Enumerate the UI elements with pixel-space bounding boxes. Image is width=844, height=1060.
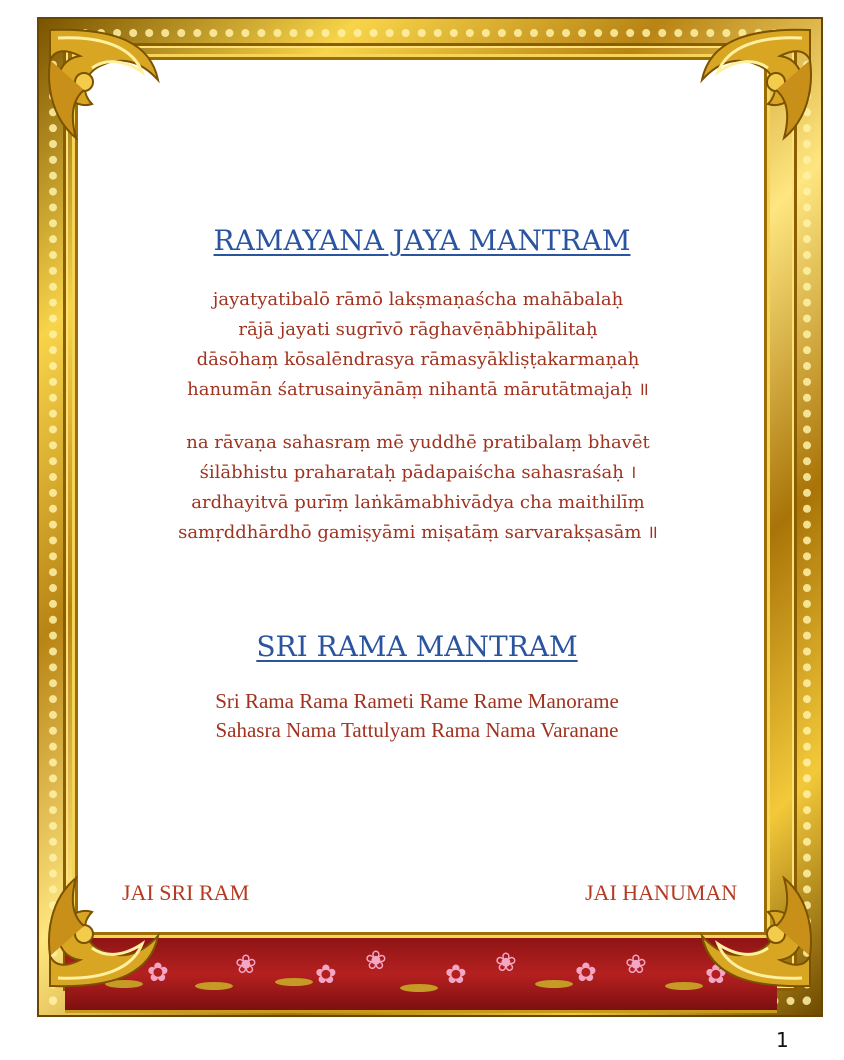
mantra-line: Sahasra Nama Tattulyam Rama Nama Varanane [215,718,619,742]
verse-line: dāsōhaṃ kōsalēndrasya rāmasyākliṣṭakarmaṇaḥ [196,349,640,370]
verse-line: rājā jayati sugrīvō rāghavēṇābhipālitaḥ [238,319,598,340]
jai-sri-ram-label: JAI SRI RAM [122,880,250,905]
lotus-flower-icon: ✿ [445,960,467,990]
verse-line: na rāvaṇa sahasraṃ mē yuddhē pratibalaṃ bhavēt [186,432,650,453]
floral-band [65,935,777,1013]
stanza-1 [0,285,840,405]
lotus-flower-icon: ✿ [315,960,337,990]
verse-line: hanumān śatrusainyānāṃ nihantā mārutātmajaḥ ॥ [187,379,649,400]
lotus-flower-icon: ✿ [575,958,597,988]
lotus-flower-icon: ❀ [625,950,647,980]
lotus-flower-icon: ❀ [495,948,517,978]
sri-rama-mantram-text [0,687,839,745]
verse-line: jayatyatibalō rāmō lakṣmaṇaścha mahābalaḥ [212,289,624,310]
scroll-ornament-icon [690,20,820,150]
ramayana-jaya-mantram-title: RAMAYANA JAYA MANTRAM [213,224,631,257]
lotus-flower-icon: ❀ [235,950,257,980]
verse-line: ardhayitvā purīṃ laṅkāmabhivādya cha maithilīṃ [191,492,645,513]
mantra-line: Sri Rama Rama Rameti Rame Rame Manorame [215,689,619,713]
stanza-2 [0,428,840,548]
jai-hanuman-label: JAI HANUMAN [585,880,738,905]
page-number: 1 [776,1028,789,1052]
lotus-flower-icon: ✿ [147,958,169,988]
sri-rama-mantram-title: SRI RAMA MANTRAM [256,630,578,663]
verse-line: śilābhistu praharataḥ pādapaiścha sahasraśaḥ । [199,462,637,483]
verse-line: samṛddhārdhō gamiṣyāmi miṣatāṃ sarvarakṣasām ॥ [178,522,658,543]
scroll-ornament-icon [40,20,170,150]
lotus-flower-icon: ✿ [705,960,727,990]
lotus-flower-icon: ❀ [365,946,387,976]
